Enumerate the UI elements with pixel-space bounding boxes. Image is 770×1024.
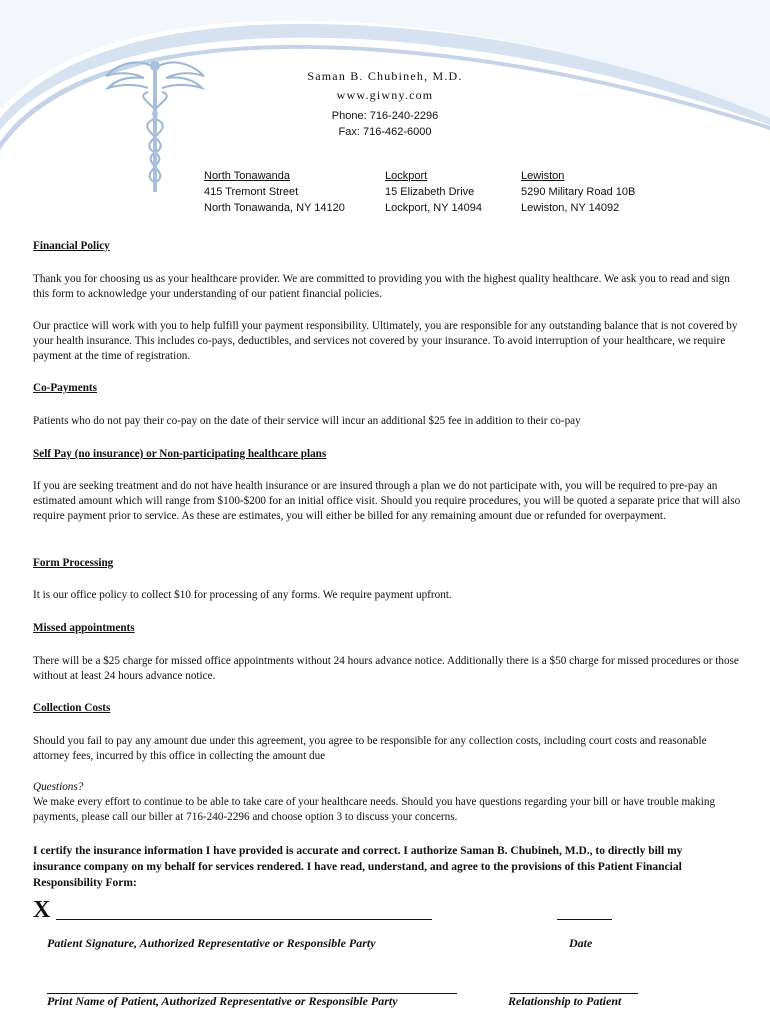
office-street: 15 Elizabeth Drive: [385, 186, 475, 198]
financial-policy-intro: Thank you for choosing us as your healthcare provider. We are committed to providing you with the highest quality healthcare. We ask you to read and sign this form to acknowledge your understanding of our patient financial policies.: [33, 273, 730, 300]
doctor-name: Saman B. Chubineh, M.D.: [307, 69, 463, 83]
office-name: Lewiston: [521, 170, 565, 182]
form-processing-body: It is our office policy to collect $10 for processing of any forms. We require payment upfront.: [33, 589, 452, 601]
date-line[interactable]: [557, 919, 612, 920]
signature-line[interactable]: [56, 919, 432, 920]
missed-appointments-body: There will be a $25 charge for missed office appointments without 24 hours advance notice. Additionally there is a $50 charge for missed procedures or those without at least 24 hours advance notice.: [33, 655, 739, 682]
phone-number: Phone: 716-240-2296: [331, 110, 439, 122]
office-city: Lockport, NY 14094: [385, 202, 483, 214]
self-pay-body: If you are seeking treatment and do not have health insurance or are insured through a plan we do not participate with, you will be required to pre-pay an estimated amount which will range from $100-$200 for an initial office visit. Should you require procedures, you will be quoted a separate price that will also require payment prior to service. As these are estimates, you will either be billed for any remaining amount due or refunded for overpayment.: [33, 480, 741, 522]
copayments-body: Patients who do not pay their co-pay on the date of their service will incur an additional $25 fee in addition to their co-pay: [33, 415, 581, 427]
financial-policy-heading: Financial Policy: [33, 240, 110, 252]
office-name: Lockport: [385, 170, 428, 182]
date-caption: Date: [569, 936, 593, 950]
office-city: Lewiston, NY 14092: [521, 202, 620, 214]
questions-body: We make every effort to continue to be able to take care of your healthcare needs. Should you have questions regarding your bill or have trouble making payments, please call our biller at 716-240-2296 and choose option 3 to discuss your concerns.: [33, 796, 716, 823]
office-street: 5290 Military Road 10B: [521, 186, 636, 198]
print-name-caption: Print Name of Patient, Authorized Representative or Responsible Party: [47, 994, 398, 1008]
office-street: 415 Tremont Street: [204, 186, 299, 198]
collection-costs-heading: Collection Costs: [33, 702, 111, 714]
missed-appointments-heading: Missed appointments: [33, 622, 135, 634]
website: www.giwny.com: [336, 88, 434, 102]
self-pay-heading: Self Pay (no insurance) or Non-participating healthcare plans: [33, 448, 327, 460]
signature-x-mark: X: [33, 897, 51, 923]
certification-statement: I certify the insurance information I have provided is accurate and correct. I authorize Saman B. Chubineh, M.D., to directly bill my insurance company on my behalf for services rendered. I have read, understand, and agree to the provisions of this Patient Financial Responsibility Form:: [33, 845, 683, 889]
office-name: North Tonawanda: [204, 170, 291, 182]
office-city: North Tonawanda, NY 14120: [204, 202, 345, 214]
relationship-caption: Relationship to Patient: [508, 994, 622, 1008]
questions-heading: Questions?: [33, 781, 84, 793]
financial-policy-responsibility: Our practice will work with you to help fulfill your payment responsibility. Ultimately, you are responsible for any outstanding balance that is not covered by your health insurance. This includes co-pays, deductibles, and services not covered by your insurance. To avoid interruption of your healthcare, we require payment at the time of registration.: [33, 320, 738, 362]
fax-number: Fax: 716-462-6000: [338, 126, 432, 138]
signature-caption: Patient Signature, Authorized Representative or Responsible Party: [47, 936, 376, 950]
office-north-tonawanda: [204, 168, 345, 216]
form-processing-heading: Form Processing: [33, 557, 114, 569]
collection-costs-body: Should you fail to pay any amount due under this agreement, you agree to be responsible for any collection costs, including court costs and reasonable attorney fees, incurred by this office in collecting the amount due: [33, 735, 707, 762]
office-lewiston: [521, 168, 635, 216]
copayments-heading: Co-Payments: [33, 382, 98, 394]
office-lockport: [385, 168, 482, 216]
